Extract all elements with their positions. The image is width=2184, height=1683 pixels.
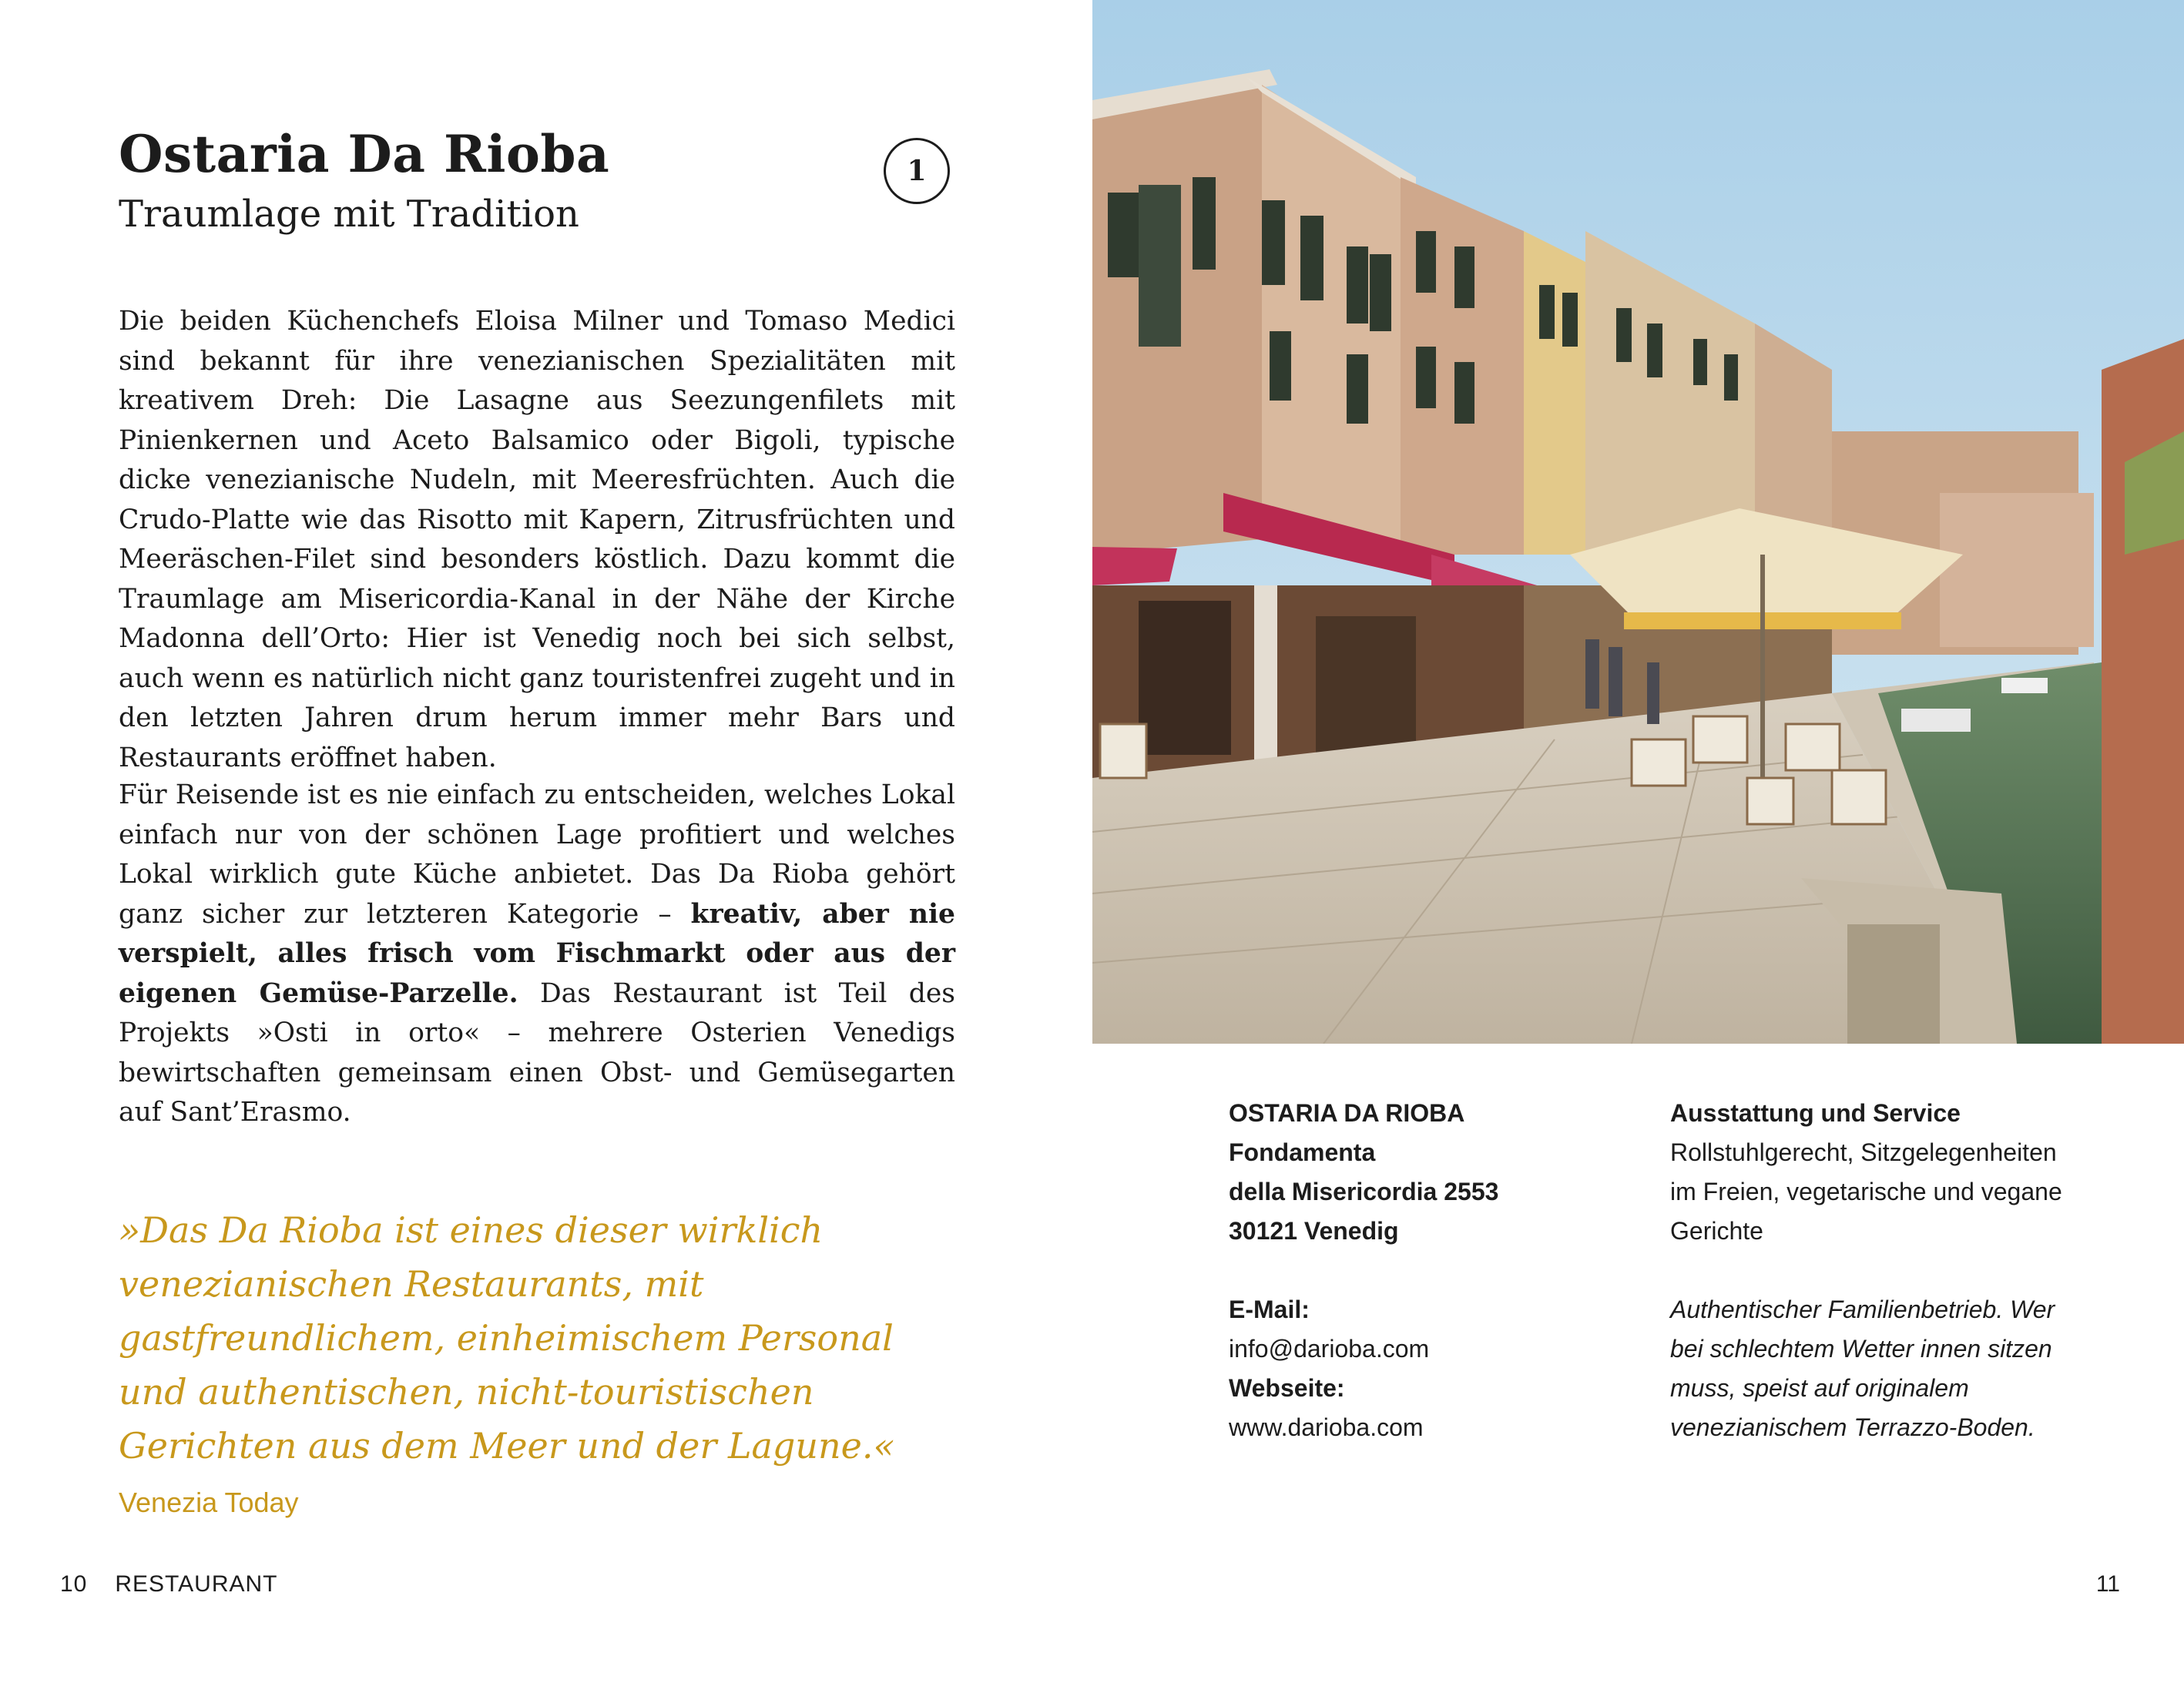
body-paragraph-2: [119, 776, 955, 1133]
page-subtitle: Traumlage mit Tradition: [119, 193, 579, 236]
venice-canal-photo: [1092, 0, 2184, 1044]
service-note: Authentischer Familienbetrieb. Wer bei schlechtem Wetter innen sitzen muss, speist auf originalem venezianischem Terrazzo-Boden.: [1670, 1296, 2055, 1441]
address-line-2: della Misericordia 2553: [1229, 1178, 1499, 1205]
website-link[interactable]: www.darioba.com: [1229, 1413, 1424, 1441]
entry-number: 1: [907, 155, 927, 187]
entry-number-badge: [884, 138, 950, 204]
address-name: OSTARIA DA RIOBA: [1229, 1099, 1465, 1127]
body-paragraph-2-end: Das Restaurant ist Teil des Projekts »Osti in orto« – mehrere Osterien Venedigs bewirtschaften gemeinsam einen Obst- und Gemüsegarten auf Sant’Erasmo.: [119, 977, 955, 1128]
address-line-1: Fondamenta: [1229, 1138, 1376, 1166]
address-line-3: 30121 Venedig: [1229, 1217, 1399, 1245]
page-number-right: 11: [2095, 1571, 2120, 1597]
pull-quote-source: Venezia Today: [119, 1487, 299, 1518]
body-paragraph-1: Die beiden Küchenchefs Eloisa Milner und Tomaso Medici sind bekannt für ihre venezianischen Spezialitäten mit kreativem Dreh: Die Lasagne aus Seezungenfilets mit Pinienkernen und Aceto Balsamico oder Bigoli, typische dicke venezianische Nudeln, mit Meeresfrüchten. Auch die Crudo-Platte wie das Risotto mit Kapern, Zitrusfrüchten und Meeräschen-Filet sind besonders köstlich. Dazu kommt die Traumlage am Misericordia-Kanal in der Nähe der Kirche Madonna dell’Orto: Hier ist Venedig noch bei sich selbst, auch wenn es natürlich nicht ganz touristenfrei zugeht und in den letzten Jahren drum herum immer mehr Bars und Restaurants eröffnet haben.: [119, 306, 955, 773]
body-paragraph-2-bold: kreativ, aber nie verspielt, alles frisch vom Fischmarkt oder aus der eigenen Gemüse-Parzelle.: [119, 898, 955, 1009]
body-paragraph-2-start: Für Reisende ist es nie einfach zu entscheiden, welches Lokal einfach nur von der schönen Lage profitiert und welches Lokal wirklich gute Küche anbietet. Das Da Rioba gehört ganz sicher zur letzteren Kategorie –: [119, 779, 955, 930]
page-number-left: 10: [60, 1571, 88, 1597]
email-label: E-Mail:: [1229, 1296, 1310, 1323]
pull-quote: [119, 1203, 920, 1530]
email-link[interactable]: info@darioba.com: [1229, 1335, 1430, 1363]
service-block: [1670, 1094, 2071, 1447]
address-block: [1229, 1094, 1498, 1447]
footer-left: [60, 1571, 278, 1598]
page-title: Ostaria Da Rioba: [119, 124, 610, 184]
pull-quote-text: »Das Da Rioba ist eines dieser wirklich venezianischen Restaurants, mit gastfreundlichem, einheimischem Personal und authentischen, nicht-touristischen Gerichten aus dem Meer und der Lagune.«: [119, 1209, 895, 1467]
website-label: Webseite:: [1229, 1374, 1345, 1402]
service-heading: Ausstattung und Service: [1670, 1099, 1961, 1127]
service-text: Rollstuhlgerecht, Sitzgelegenheiten im Freien, vegetarische und vegane Gerichte: [1670, 1138, 2062, 1245]
section-label: RESTAURANT: [115, 1571, 278, 1597]
